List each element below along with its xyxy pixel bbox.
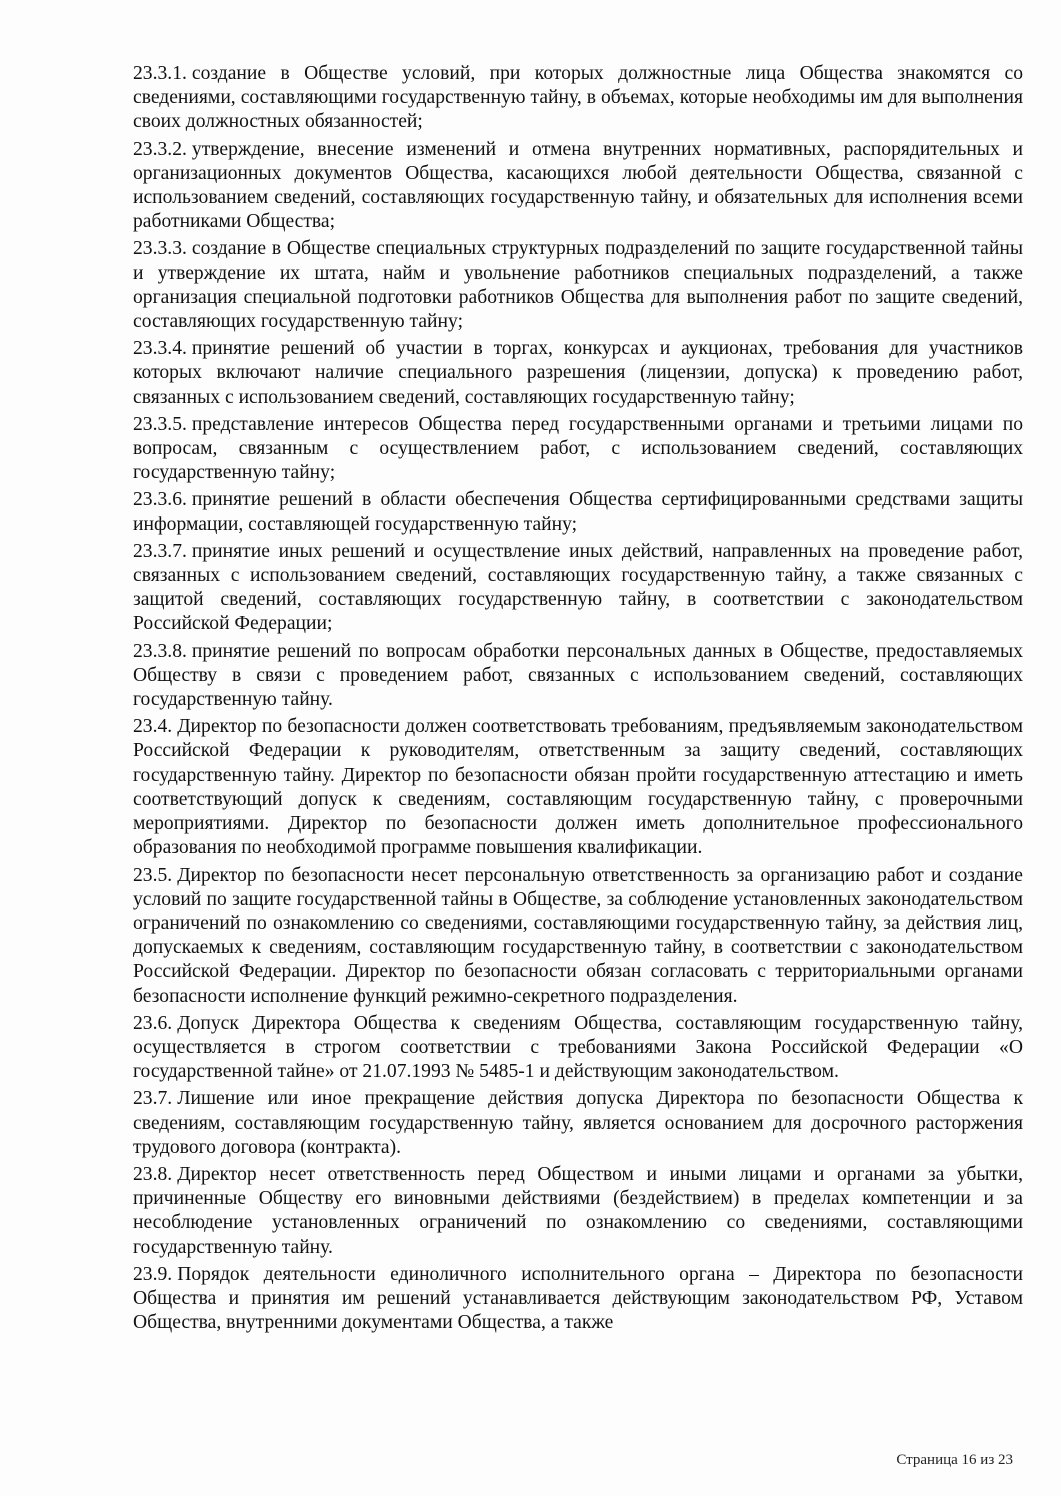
paragraph-23-8 [133, 1163, 1023, 1260]
paragraph-number: 23.6. [133, 1012, 173, 1034]
paragraph-text: Директор по безопасности несет персональную ответственность за организацию работ и создание условий по защите государственной тайны в Обществе, за соблюдение установленных законодательством ограничений по ознакомлению со сведениями, составляющими государственную тайну, за действия лиц, допускаемых к сведениям, составляющим государственную тайну, в соответствии с законодательством Российской Федерации. Директор по безопасности обязан согласовать с территориальными органами безопасности исполнение функций режимно-секретного подразделения. [133, 864, 1023, 1007]
paragraph-number: 23.3.1. [133, 63, 187, 84]
paragraph-number: 23.7. [133, 1088, 173, 1110]
paragraph-23-3-5 [133, 413, 1023, 486]
paragraph-number: 23.3.5. [133, 413, 187, 435]
paragraph-23-3-4 [133, 337, 1023, 410]
paragraph-text: принятие иных решений и осуществление иных действий, направленных на проведение работ, связанных с использованием сведений, составляющих государственную тайну, а также связанных с защитой сведений, составляющих государственную тайну, в соответствии с законодательством Российской Федерации; [133, 540, 1023, 635]
paragraph-23-5 [133, 864, 1023, 1009]
paragraph-23-7 [133, 1087, 1023, 1160]
paragraph-text: Лишение или иное прекращение действия допуска Директора по безопасности Общества к сведениям, составляющим государственную тайну, является основанием для досрочного расторжения трудового договора (контракта). [133, 1088, 1023, 1158]
paragraph-text: Директор по безопасности должен соответствовать требованиям, предъявляемым законодательством Российской Федерации к руководителям, ответственным за защиту сведений, составляющих государственную тайну. Директор по безопасности обязан пройти государственную аттестацию и иметь соответствующий допуск к сведениям, составляющим государственную тайну, с проверочными мероприятиями. Директор по безопасности должен иметь дополнительное профессионального образования по необходимой программе повышения квалификации. [133, 716, 1023, 859]
paragraph-text: создание в Обществе условий, при которых должностные лица Общества знакомятся со сведениями, составляющими государственную тайну, в объемах, которые необходимы им для выполнения своих должностных обязанностей; [133, 63, 1023, 133]
paragraph-number: 23.3.8. [133, 640, 187, 662]
paragraph-number: 23.8. [133, 1163, 173, 1185]
paragraph-number: 23.3.3. [133, 238, 187, 260]
paragraph-number: 23.5. [133, 864, 173, 886]
paragraph-23-3-2 [133, 138, 1023, 235]
paragraph-23-3-7 [133, 540, 1023, 637]
paragraph-23-3-6 [133, 488, 1023, 536]
paragraph-number: 23.3.2. [133, 138, 187, 160]
paragraph-text: создание в Обществе специальных структурных подразделений по защите государственной тайны и утверждение их штата, найм и увольнение работников специальных подразделений, а также организация специальной подготовки работников Общества для выполнения работ по защите сведений, составляющих государственную тайну; [133, 238, 1023, 333]
page-number-footer: Страница 16 из 23 [896, 1452, 1013, 1468]
paragraph-text: утверждение, внесение изменений и отмена внутренних нормативных, распорядительных и организационных документов Общества, касающихся любой деятельности Общества, связанной с использованием сведений, составляющих государственную тайну, и обязательных для исполнения всеми работниками Общества; [133, 138, 1023, 233]
paragraph-number: 23.4. [133, 716, 173, 738]
paragraph-text: принятие решений по вопросам обработки персональных данных в Обществе, предоставляемых Обществу в связи с проведением работ, связанных с использованием сведений, составляющих государственную тайну. [133, 640, 1023, 711]
paragraph-23-9 [133, 1263, 1023, 1336]
paragraph-23-6 [133, 1012, 1023, 1085]
paragraph-text: Порядок деятельности единоличного исполнительного органа – Директора по безопасности Общества и принятия им решений устанавливается действующим законодательством РФ, Уставом Общества, внутренними документами Общества, а также [133, 1263, 1023, 1334]
paragraph-text: Директор несет ответственность перед Обществом и иными лицами и органами за убытки, причиненные Обществу его виновными действиями (бездействием) в пределах компетенции и за несоблюдение установленных ограничений по ознакомлению со сведениями, составляющими государственную тайну. [133, 1163, 1023, 1258]
paragraph-23-3-3 [133, 237, 1023, 334]
paragraph-23-3-1 [133, 62, 1023, 135]
paragraph-number: 23.3.4. [133, 338, 187, 360]
document-body [133, 62, 1023, 1338]
paragraph-number: 23.9. [133, 1263, 173, 1285]
paragraph-text: Допуск Директора Общества к сведениям Общества, составляющим государственную тайну, осуществляется в строгом соответствии с требованиями Закона Российской Федерации «О государственной тайне» от 21.07.1993 № 5485-1 и действующим законодательством. [133, 1012, 1023, 1083]
paragraph-text: представление интересов Общества перед государственными органами и третьими лицами по вопросам, связанным с осуществлением работ, с использованием сведений, составляющих государственную тайну; [133, 413, 1023, 484]
paragraph-number: 23.3.7. [133, 540, 187, 562]
paragraph-text: принятие решений об участии в торгах, конкурсах и аукционах, требования для участников которых включают наличие специального разрешения (лицензии, допуска) к проведению работ, связанных с использованием сведений, составляющих государственную тайну; [133, 338, 1023, 408]
paragraph-23-4 [133, 715, 1023, 860]
paragraph-number: 23.3.6. [133, 489, 187, 511]
paragraph-text: принятие решений в области обеспечения Общества сертифицированными средствами защиты информации, составляющей государственную тайну; [133, 489, 1023, 535]
paragraph-23-3-8 [133, 640, 1023, 713]
